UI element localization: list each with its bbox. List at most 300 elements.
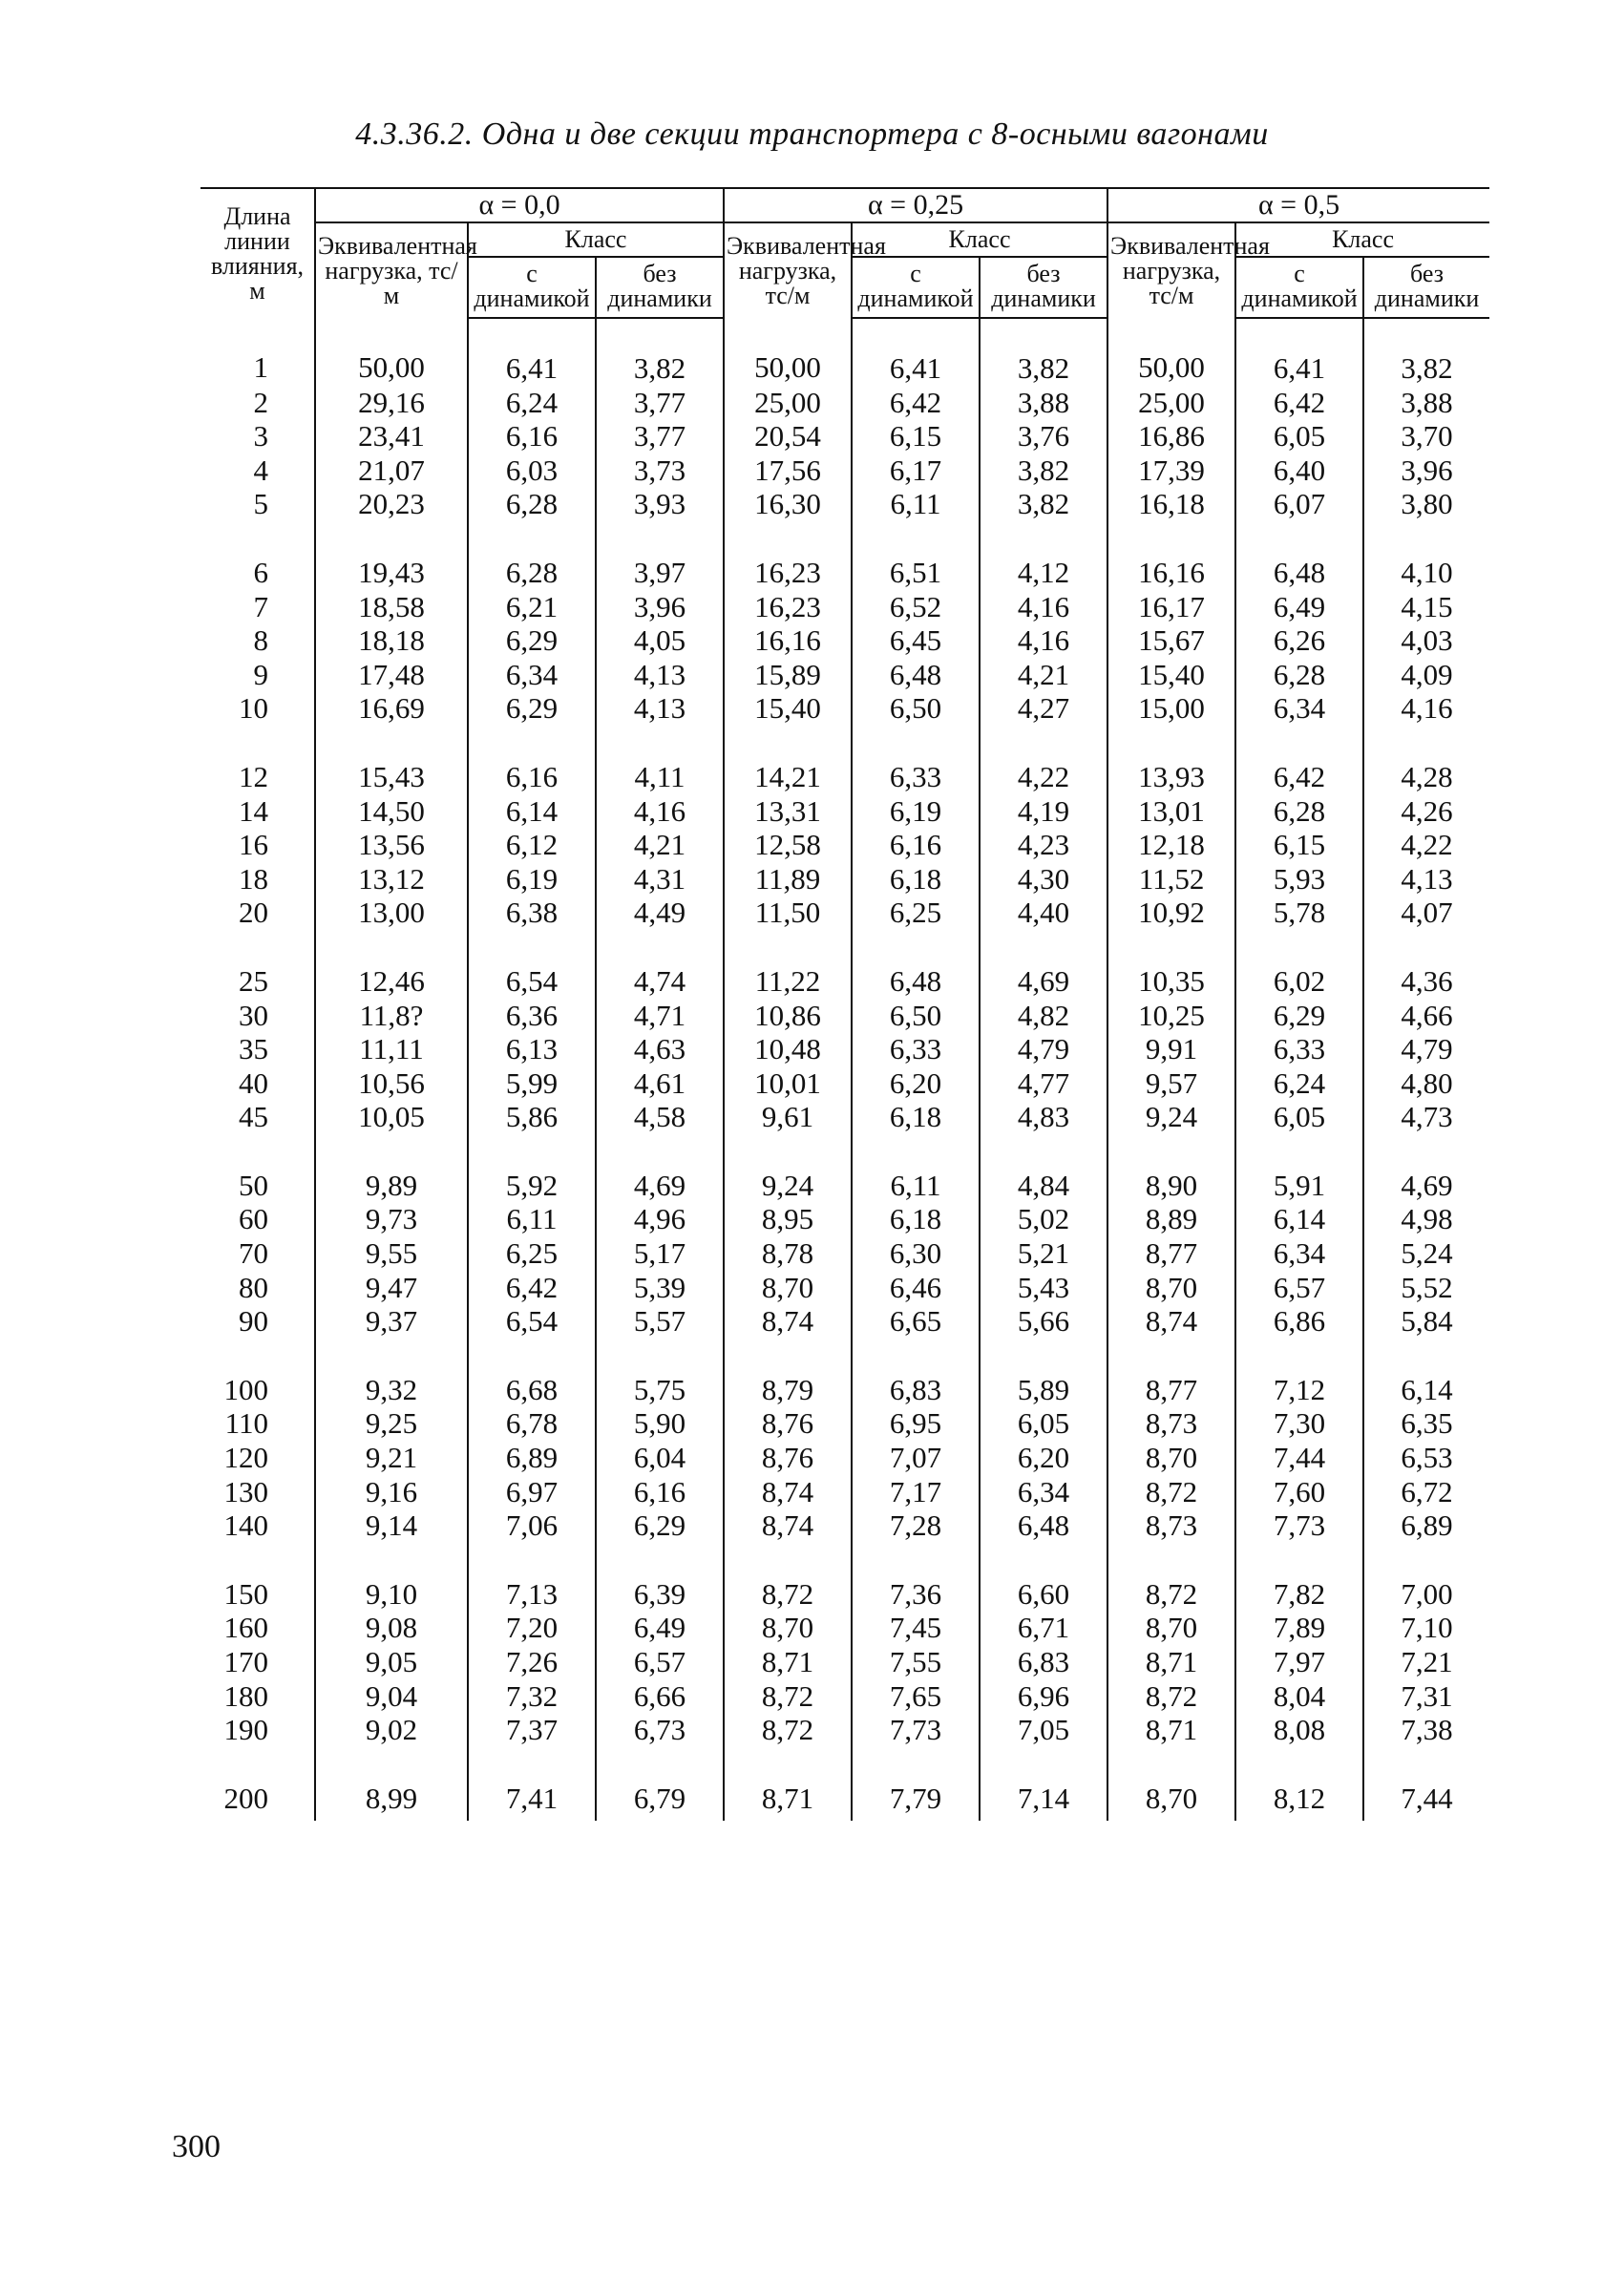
length-cell: 25 [239,963,268,998]
value-cell: 16,30 [724,487,852,521]
value-cell: 4,22 [980,726,1107,794]
length-cell: 90 [239,1304,268,1339]
value-cell: 6,68 [468,1339,596,1407]
value-cell: 6,02 [1235,930,1363,999]
value-cell: 16,16 [1107,521,1235,590]
table-row [200,521,1489,590]
length-cell: 7 [253,589,268,623]
value-cell: 9,61 [724,1100,852,1134]
value-cell: 6,53 [1363,1441,1489,1475]
value-cell: 6,28 [1235,794,1363,829]
table-row [200,1271,1489,1305]
table-row [200,1032,1489,1066]
value-cell: 8,76 [724,1406,852,1441]
value-cell: 6,42 [1235,386,1363,420]
value-cell: 4,79 [980,1032,1107,1066]
table-row [200,1066,1489,1101]
value-cell: 50,00 [724,318,852,386]
value-cell: 6,24 [468,386,596,420]
value-cell: 9,32 [315,1339,468,1407]
value-cell: 8,71 [724,1645,852,1679]
value-cell: 18,58 [315,590,468,624]
table-row [200,318,1489,386]
value-cell: 7,41 [468,1747,596,1822]
value-cell: 12,58 [724,828,852,862]
value-cell: 8,72 [724,1543,852,1612]
value-cell: 15,40 [724,691,852,726]
class-header: Класс [1235,222,1489,257]
value-cell: 6,11 [852,1134,980,1203]
value-cell: 4,13 [1363,862,1489,896]
length-cell: 5 [253,487,268,521]
value-cell: 5,52 [1363,1271,1489,1305]
value-cell: 16,18 [1107,487,1235,521]
value-cell: 9,47 [315,1271,468,1305]
value-cell: 9,91 [1107,1032,1235,1066]
length-cell: 160 [223,1611,268,1645]
value-cell: 8,72 [724,1713,852,1747]
value-cell: 6,57 [596,1645,724,1679]
value-cell: 8,90 [1107,1134,1235,1203]
value-cell: 3,96 [596,590,724,624]
value-cell: 6,13 [468,1032,596,1066]
value-cell: 5,17 [596,1236,724,1271]
length-cell: 50 [239,1168,268,1202]
table-row [200,896,1489,930]
value-cell: 6,17 [852,453,980,488]
value-cell: 9,57 [1107,1066,1235,1101]
value-cell: 4,07 [1363,896,1489,930]
value-cell: 4,28 [1363,726,1489,794]
value-cell: 5,02 [980,1202,1107,1236]
value-cell: 7,30 [1235,1406,1363,1441]
value-cell: 6,72 [1363,1475,1489,1509]
length-cell: 130 [223,1474,268,1508]
value-cell: 8,70 [1107,1611,1235,1645]
value-cell: 6,49 [596,1611,724,1645]
value-cell: 3,82 [980,453,1107,488]
value-cell: 6,33 [852,1032,980,1066]
value-cell: 4,22 [1363,828,1489,862]
value-cell: 5,84 [1363,1304,1489,1339]
value-cell: 10,56 [315,1066,468,1101]
length-cell: 3 [253,419,268,453]
value-cell: 4,80 [1363,1066,1489,1101]
length-cell: 150 [223,1576,268,1611]
value-cell: 13,31 [724,794,852,829]
value-cell: 4,13 [596,658,724,692]
value-cell: 9,37 [315,1304,468,1339]
length-cell: 35 [239,1032,268,1066]
value-cell: 4,09 [1363,658,1489,692]
value-cell: 6,36 [468,999,596,1033]
value-cell: 6,38 [468,896,596,930]
value-cell: 6,04 [596,1441,724,1475]
length-cell: 70 [239,1236,268,1271]
length-cell: 60 [239,1202,268,1236]
value-cell: 8,71 [1107,1645,1235,1679]
table-row [200,623,1489,658]
value-cell: 4,15 [1363,590,1489,624]
value-cell: 6,11 [468,1202,596,1236]
value-cell: 13,12 [315,862,468,896]
value-cell: 4,71 [596,999,724,1033]
value-cell: 4,98 [1363,1202,1489,1236]
table-row [200,453,1489,488]
value-cell: 6,41 [852,318,980,386]
value-cell: 7,73 [852,1713,980,1747]
value-cell: 6,48 [852,930,980,999]
value-cell: 11,50 [724,896,852,930]
table-row [200,487,1489,521]
equivalent-load-header: Эквивалентная нагрузка, тс/м [724,222,852,318]
value-cell: 6,89 [1363,1508,1489,1543]
table-body [200,318,1489,1821]
value-cell: 4,12 [980,521,1107,590]
alpha-group-header: α = 0,25 [724,188,1107,222]
value-cell: 6,34 [468,658,596,692]
value-cell: 3,82 [596,318,724,386]
table-row [200,1747,1489,1822]
value-cell: 7,73 [1235,1508,1363,1543]
value-cell: 7,17 [852,1475,980,1509]
value-cell: 8,04 [1235,1679,1363,1714]
with-dynamics-header: с динамикой [468,257,596,318]
value-cell: 6,19 [468,862,596,896]
value-cell: 9,24 [724,1134,852,1203]
value-cell: 6,33 [852,726,980,794]
length-cell: 18 [239,861,268,896]
without-dynamics-header: без динамики [596,257,724,318]
table-row [200,590,1489,624]
value-cell: 7,37 [468,1713,596,1747]
value-cell: 4,16 [596,794,724,829]
value-cell: 4,19 [980,794,1107,829]
value-cell: 7,55 [852,1645,980,1679]
value-cell: 4,36 [1363,930,1489,999]
value-cell: 6,73 [596,1713,724,1747]
value-cell: 13,56 [315,828,468,862]
table-row [200,1713,1489,1747]
value-cell: 6,29 [1235,999,1363,1033]
value-cell: 6,86 [1235,1304,1363,1339]
value-cell: 9,04 [315,1679,468,1714]
table-row [200,1475,1489,1509]
value-cell: 4,16 [980,590,1107,624]
alpha-group-header: α = 0,0 [315,188,724,222]
value-cell: 8,72 [1107,1543,1235,1612]
length-cell: 30 [239,998,268,1032]
value-cell: 8,70 [1107,1441,1235,1475]
value-cell: 6,57 [1235,1271,1363,1305]
value-cell: 9,89 [315,1134,468,1203]
value-cell: 5,66 [980,1304,1107,1339]
value-cell: 6,48 [1235,521,1363,590]
value-cell: 5,57 [596,1304,724,1339]
value-cell: 7,65 [852,1679,980,1714]
value-cell: 8,71 [724,1747,852,1822]
value-cell: 6,79 [596,1747,724,1822]
value-cell: 7,00 [1363,1543,1489,1612]
table-row [200,1304,1489,1339]
value-cell: 8,70 [724,1271,852,1305]
class-header: Класс [468,222,724,257]
value-cell: 10,05 [315,1100,468,1134]
value-cell: 4,11 [596,726,724,794]
value-cell: 5,99 [468,1066,596,1101]
length-cell: 200 [223,1781,268,1815]
value-cell: 6,96 [980,1679,1107,1714]
page-number: 300 [172,2129,221,2164]
value-cell: 5,89 [980,1339,1107,1407]
length-cell: 110 [224,1406,268,1441]
value-cell: 7,44 [1363,1747,1489,1822]
value-cell: 8,95 [724,1202,852,1236]
value-cell: 10,48 [724,1032,852,1066]
without-dynamics-header: без динамики [980,257,1107,318]
value-cell: 7,97 [1235,1645,1363,1679]
value-cell: 4,03 [1363,623,1489,658]
table-row [200,1406,1489,1441]
value-cell: 8,78 [724,1236,852,1271]
value-cell: 6,18 [852,1100,980,1134]
value-cell: 9,05 [315,1645,468,1679]
value-cell: 4,58 [596,1100,724,1134]
value-cell: 3,82 [980,318,1107,386]
value-cell: 16,69 [315,691,468,726]
value-cell: 8,74 [724,1508,852,1543]
value-cell: 4,23 [980,828,1107,862]
value-cell: 6,54 [468,1304,596,1339]
value-cell: 17,39 [1107,453,1235,488]
value-cell: 10,25 [1107,999,1235,1033]
value-cell: 4,40 [980,896,1107,930]
value-cell: 6,33 [1235,1032,1363,1066]
value-cell: 8,74 [1107,1304,1235,1339]
table-row [200,658,1489,692]
table-row [200,1543,1489,1612]
value-cell: 25,00 [1107,386,1235,420]
value-cell: 6,52 [852,590,980,624]
value-cell: 6,34 [980,1475,1107,1509]
value-cell: 4,96 [596,1202,724,1236]
value-cell: 6,48 [852,658,980,692]
value-cell: 6,29 [468,623,596,658]
value-cell: 6,66 [596,1679,724,1714]
value-cell: 8,70 [1107,1271,1235,1305]
value-cell: 10,92 [1107,896,1235,930]
with-dynamics-header: с динамикой [852,257,980,318]
length-cell: 1 [253,350,268,384]
value-cell: 7,05 [980,1713,1107,1747]
value-cell: 4,82 [980,999,1107,1033]
value-cell: 8,76 [724,1441,852,1475]
value-cell: 4,83 [980,1100,1107,1134]
table-header [200,188,1489,318]
value-cell: 5,93 [1235,862,1363,896]
value-cell: 6,45 [852,623,980,658]
length-cell: 20 [239,896,268,930]
table-row [200,862,1489,896]
value-cell: 6,25 [468,1236,596,1271]
value-cell: 6,49 [1235,590,1363,624]
table-row [200,1202,1489,1236]
value-cell: 15,89 [724,658,852,692]
value-cell: 6,11 [852,487,980,521]
value-cell: 6,05 [980,1406,1107,1441]
value-cell: 6,15 [1235,828,1363,862]
value-cell: 6,19 [852,794,980,829]
value-cell: 8,72 [1107,1475,1235,1509]
length-cell: 8 [253,623,268,658]
value-cell: 3,76 [980,419,1107,453]
table-row [200,419,1489,453]
value-cell: 4,10 [1363,521,1489,590]
value-cell: 6,42 [1235,726,1363,794]
value-cell: 3,97 [596,521,724,590]
value-cell: 7,89 [1235,1611,1363,1645]
value-cell: 6,29 [468,691,596,726]
value-cell: 4,61 [596,1066,724,1101]
value-cell: 4,16 [1363,691,1489,726]
value-cell: 11,11 [315,1032,468,1066]
value-cell: 6,50 [852,691,980,726]
value-cell: 8,74 [724,1304,852,1339]
value-cell: 3,70 [1363,419,1489,453]
value-cell: 4,79 [1363,1032,1489,1066]
value-cell: 8,71 [1107,1713,1235,1747]
length-cell: 12 [239,759,268,793]
value-cell: 16,86 [1107,419,1235,453]
value-cell: 6,14 [1235,1202,1363,1236]
value-cell: 6,39 [596,1543,724,1612]
length-cell: 100 [223,1372,268,1406]
value-cell: 7,38 [1363,1713,1489,1747]
value-cell: 50,00 [1107,318,1235,386]
length-cell: 170 [223,1645,268,1678]
table-row [200,386,1489,420]
value-cell: 6,97 [468,1475,596,1509]
value-cell: 6,20 [980,1441,1107,1475]
value-cell: 5,43 [980,1271,1107,1305]
table-row [200,726,1489,794]
value-cell: 6,41 [1235,318,1363,386]
value-cell: 7,60 [1235,1475,1363,1509]
value-cell: 6,16 [468,419,596,453]
length-cell: 45 [239,1100,268,1134]
alpha-group-header: α = 0,5 [1107,188,1489,222]
value-cell: 6,71 [980,1611,1107,1645]
value-cell: 7,36 [852,1543,980,1612]
value-cell: 3,77 [596,419,724,453]
value-cell: 6,42 [468,1271,596,1305]
value-cell: 8,72 [724,1679,852,1714]
value-cell: 6,16 [852,828,980,862]
value-cell: 3,77 [596,386,724,420]
value-cell: 29,16 [315,386,468,420]
length-cell: 140 [223,1508,268,1543]
table-row [200,1508,1489,1543]
value-cell: 8,73 [1107,1508,1235,1543]
table-row [200,691,1489,726]
value-cell: 19,43 [315,521,468,590]
value-cell: 5,91 [1235,1134,1363,1203]
class-header: Класс [852,222,1107,257]
value-cell: 6,21 [468,590,596,624]
table-row [200,1611,1489,1645]
value-cell: 8,89 [1107,1202,1235,1236]
value-cell: 5,24 [1363,1236,1489,1271]
value-cell: 6,28 [468,487,596,521]
value-cell: 4,49 [596,896,724,930]
value-cell: 17,56 [724,453,852,488]
value-cell: 16,23 [724,521,852,590]
value-cell: 8,70 [724,1611,852,1645]
value-cell: 8,73 [1107,1406,1235,1441]
value-cell: 13,00 [315,896,468,930]
length-cell: 4 [253,453,268,487]
value-cell: 7,28 [852,1508,980,1543]
value-cell: 50,00 [315,318,468,386]
value-cell: 4,69 [980,930,1107,999]
value-cell: 6,28 [1235,658,1363,692]
value-cell: 7,45 [852,1611,980,1645]
value-cell: 7,20 [468,1611,596,1645]
value-cell: 6,83 [852,1339,980,1407]
value-cell: 6,34 [1235,1236,1363,1271]
value-cell: 6,16 [596,1475,724,1509]
table-row [200,794,1489,829]
value-cell: 7,32 [468,1679,596,1714]
value-cell: 6,34 [1235,691,1363,726]
value-cell: 6,07 [1235,487,1363,521]
value-cell: 8,72 [1107,1679,1235,1714]
value-cell: 8,99 [315,1747,468,1822]
value-cell: 3,96 [1363,453,1489,488]
value-cell: 6,42 [852,386,980,420]
value-cell: 3,88 [1363,386,1489,420]
value-cell: 7,10 [1363,1611,1489,1645]
value-cell: 6,05 [1235,419,1363,453]
value-cell: 6,03 [468,453,596,488]
value-cell: 13,93 [1107,726,1235,794]
equivalent-load-header: Эквивалентная нагрузка, тс/м [1107,222,1235,318]
table-title: 4.3.36.2. Одна и две секции транспортера с 8-осными вагонами [355,116,1269,152]
value-cell: 4,26 [1363,794,1489,829]
value-cell: 3,73 [596,453,724,488]
value-cell: 21,07 [315,453,468,488]
value-cell: 7,12 [1235,1339,1363,1407]
load-table [200,187,1489,1821]
value-cell: 9,08 [315,1611,468,1645]
value-cell: 8,79 [724,1339,852,1407]
value-cell: 6,18 [852,862,980,896]
value-cell: 6,16 [468,726,596,794]
value-cell: 5,86 [468,1100,596,1134]
value-cell: 9,55 [315,1236,468,1271]
value-cell: 11,52 [1107,862,1235,896]
value-cell: 5,90 [596,1406,724,1441]
value-cell: 6,95 [852,1406,980,1441]
value-cell: 20,23 [315,487,468,521]
value-cell: 20,54 [724,419,852,453]
value-cell: 9,73 [315,1202,468,1236]
value-cell: 7,13 [468,1543,596,1612]
value-cell: 14,50 [315,794,468,829]
equivalent-load-header: Эквивалентная нагрузка, тс/м [315,222,468,318]
value-cell: 18,18 [315,623,468,658]
value-cell: 9,14 [315,1508,468,1543]
